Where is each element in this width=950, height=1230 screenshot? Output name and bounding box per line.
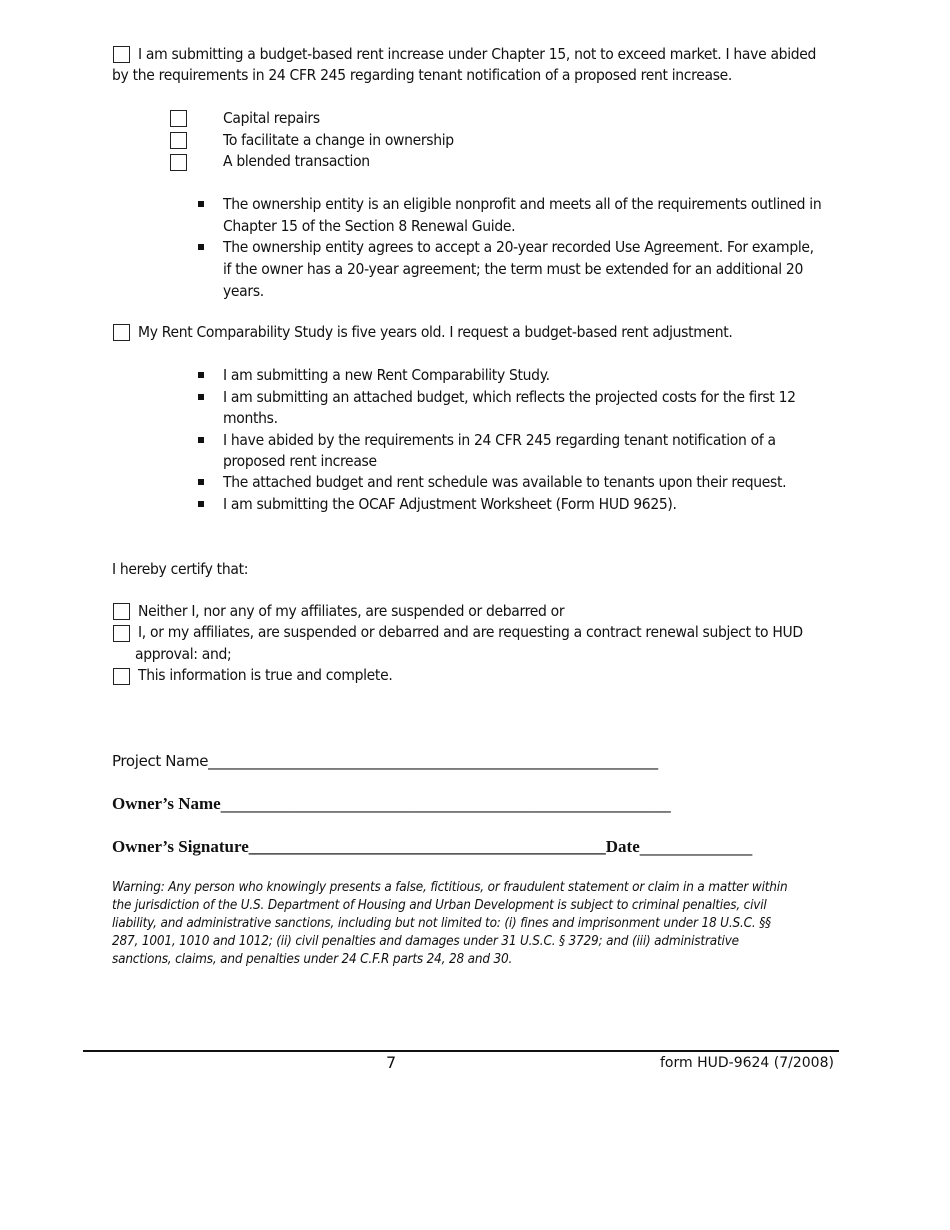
- date-blank[interactable]: _______________: [639, 838, 753, 856]
- bullet-icon: [198, 479, 204, 485]
- bullet-icon: [198, 394, 204, 400]
- warning-line4: 287, 1001, 1010 and 1012; (ii) civil penalties and damages under 31 U.S.C. § 3729; and (iii) administrative: [112, 934, 739, 949]
- blended-transaction-checkbox[interactable]: [170, 154, 187, 171]
- not-debarred-checkbox[interactable]: [113, 603, 130, 620]
- bullet-icon: [198, 201, 204, 207]
- bullet-icon: [198, 244, 204, 250]
- certify-item1: Neither I, nor any of my affiliates, are suspended or debarred or: [138, 602, 565, 620]
- warning-line3: liability, and administrative sanctions, including but not limited to: (i) fines and imprisonment under 18 U.S.C. §§: [112, 916, 771, 931]
- section1-bullet1-line2: Chapter 15 of the Section 8 Renewal Guide.: [223, 217, 516, 235]
- section2-bullet4: The attached budget and rent schedule was available to tenants upon their request.: [223, 473, 787, 491]
- section1-lead-line1: I am submitting a budget-based rent increase under Chapter 15, not to exceed market. I have abided: [138, 45, 817, 63]
- bullet-icon: [198, 501, 204, 507]
- form-id: form HUD-9624 (7/2008): [660, 1055, 834, 1071]
- project-name-label: Project Name: [112, 752, 209, 770]
- budget-increase-checkbox[interactable]: [113, 46, 130, 63]
- bullet-icon: [198, 437, 204, 443]
- date-label: Date: [605, 837, 640, 856]
- certify-heading: I hereby certify that:: [112, 560, 249, 578]
- section2-bullet1: I am submitting a new Rent Comparability Study.: [223, 366, 550, 384]
- rent-comparability-checkbox[interactable]: [113, 324, 130, 341]
- owner-name-label: Owner’s Name: [112, 794, 221, 813]
- true-complete-checkbox[interactable]: [113, 668, 130, 685]
- owner-name-field[interactable]: [112, 794, 671, 814]
- section1-bullet1-line1: The ownership entity is an eligible nonprofit and meets all of the requirements outlined in: [223, 195, 822, 213]
- section1-bullet2-line2: if the owner has a 20-year agreement; the term must be extended for an additional 20: [223, 260, 804, 278]
- certify-item3: This information is true and complete.: [138, 666, 393, 684]
- bullet-icon: [198, 372, 204, 378]
- certify-item2-line1: I, or my affiliates, are suspended or debarred and are requesting a contract renewal subject to HUD: [138, 623, 803, 641]
- section2-bullet2-line1: I am submitting an attached budget, which reflects the projected costs for the first 12: [223, 388, 796, 406]
- option-blended-transaction: A blended transaction: [223, 152, 370, 170]
- project-name-field[interactable]: [112, 751, 658, 773]
- owner-signature-field[interactable]: [112, 837, 752, 857]
- warning-line2: the jurisdiction of the U.S. Department of Housing and Urban Development is subject to criminal penalties, civil: [112, 898, 767, 913]
- section2-lead: My Rent Comparability Study is five years old. I request a budget-based rent adjustment.: [138, 323, 733, 341]
- certify-item2-line2: approval: and;: [135, 645, 232, 663]
- option-capital-repairs: Capital repairs: [223, 109, 320, 127]
- section1-bullet2-line1: The ownership entity agrees to accept a 20-year recorded Use Agreement. For example,: [223, 238, 814, 256]
- owner-signature-blank: __________________________________________: [248, 837, 606, 856]
- debarred-checkbox[interactable]: [113, 625, 130, 642]
- footer-divider: [83, 1050, 839, 1052]
- warning-line1: Warning: Any person who knowingly presents a false, fictitious, or fraudulent statement or claim in a matter within: [112, 880, 788, 895]
- owner-signature-label: Owner’s Signature: [112, 837, 249, 856]
- section2-bullet5: I am submitting the OCAF Adjustment Worksheet (Form HUD 9625).: [223, 495, 677, 513]
- section1-lead-line2: by the requirements in 24 CFR 245 regarding tenant notification of a proposed rent increase.: [112, 66, 733, 84]
- owner-name-blank: ____________________________________________________________: [220, 795, 671, 813]
- section2-bullet3-line1: I have abided by the requirements in 24 CFR 245 regarding tenant notification of a: [223, 431, 776, 449]
- warning-line5: sanctions, claims, and penalties under 24 C.F.R parts 24, 28 and 30.: [112, 952, 513, 967]
- option-change-ownership: To facilitate a change in ownership: [223, 131, 454, 149]
- section2-bullet2-line2: months.: [223, 409, 278, 427]
- capital-repairs-checkbox[interactable]: [170, 110, 187, 127]
- project-name-blank: ____________________________________________________________: [208, 752, 659, 770]
- change-ownership-checkbox[interactable]: [170, 132, 187, 149]
- section2-bullet3-line2: proposed rent increase: [223, 452, 377, 470]
- section1-bullet2-line3: years.: [223, 282, 264, 300]
- page-number: 7: [386, 1053, 397, 1072]
